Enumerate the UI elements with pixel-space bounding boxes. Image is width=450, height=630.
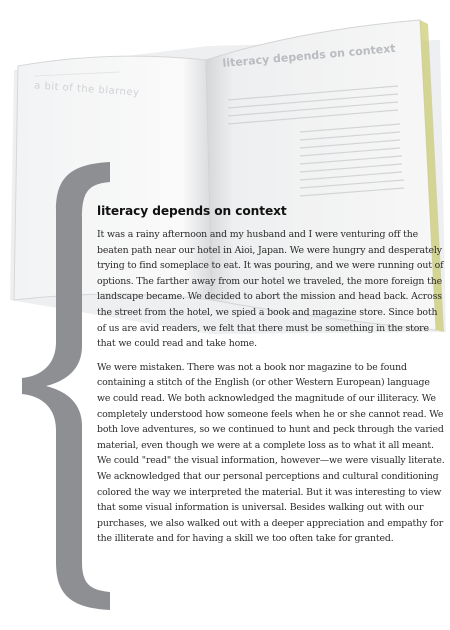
article-paragraph: It was a rainy afternoon and my husband and I were venturing off the beaten path near our hotel in Aioi, Japan. We were hungry and desperately trying to find someplace to eat. It was pouring, and we were running out of options. The farther away from our hotel we traveled, the more foreign the landscape became. We decided to abort the mission and head back. Across the street from the hotel, we spied a book and magazine store. Since both of us are avid readers, we felt that there must be something in the store that we could read and take home. [97,229,444,350]
article-paragraph: We were mistaken. There was not a book nor magazine to be found containing a stitch of the English (or other Western European) language we could read. We both acknowledged the magnitude of our illiteracy. We completely understood how someone feels when he or she cannot read. We both love adventures, so we continued to hunt and peck through the varied material, even though we were at a complete loss as to what it all meant. We could "read" the visual information, however—we were visually literate. We acknowledged that our personal perceptions and cultural conditioning colored the way we interpreted the material. But it was interesting to view that some visual information is universal. Besides walking out with our purchases, we also walked out with a deeper appreciation and empathy for the illiterate and for having a skill we too often take for granted. [97,361,445,545]
article [97,204,445,555]
article-title: literacy depends on context [97,204,287,218]
left-page-heading: a bit of the blarney [33,80,140,99]
right-page-heading: literacy depends on context [222,41,397,70]
